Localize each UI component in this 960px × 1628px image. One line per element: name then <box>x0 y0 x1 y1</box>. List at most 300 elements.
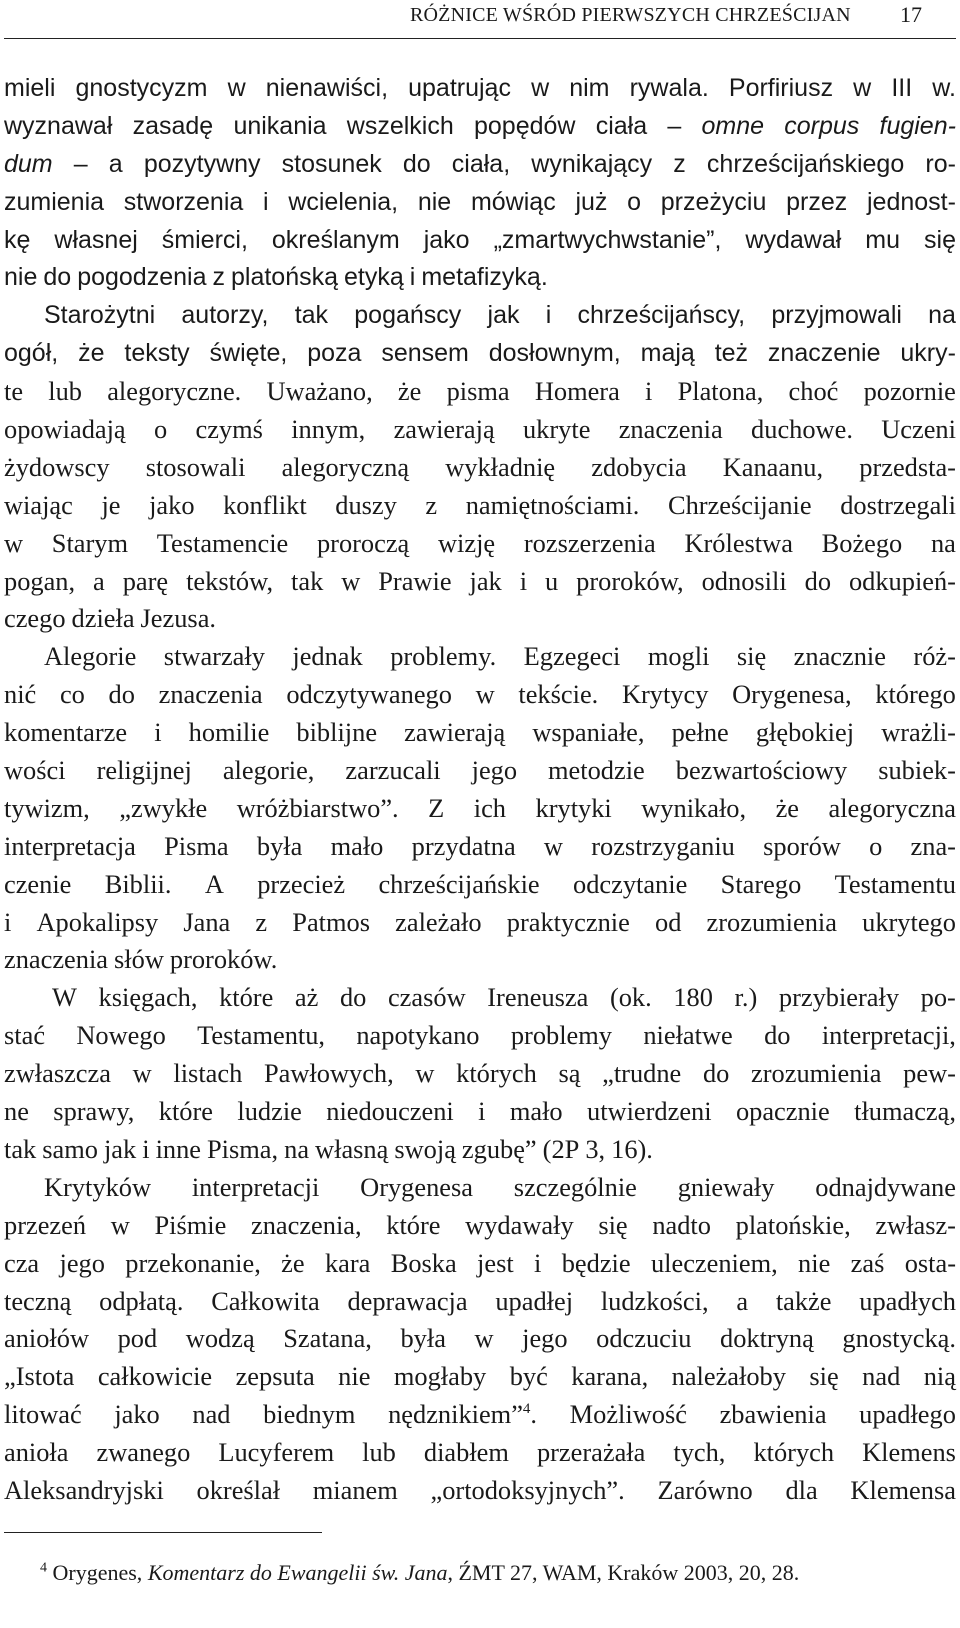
word: karana, <box>571 1361 649 1392</box>
word: rozstrzyganiu <box>591 830 735 861</box>
text-line <box>4 108 956 146</box>
word: Pawłowych, <box>263 1058 394 1089</box>
word: nędznikiem”$^4$. <box>388 1399 538 1430</box>
word: jednost- <box>866 187 956 216</box>
word: chrześcijańscy, <box>577 301 746 330</box>
word: ro- <box>925 149 956 178</box>
word: dostrzegali <box>840 489 956 520</box>
word: z <box>673 149 686 178</box>
word: ne <box>4 1096 29 1127</box>
word: Uczeni <box>881 414 956 445</box>
word: całkowicie <box>97 1361 213 1392</box>
word: czenie <box>4 868 72 899</box>
text-line <box>4 1283 956 1321</box>
word: teczną <box>4 1285 72 1316</box>
text-line <box>4 828 956 866</box>
word: mieli <box>4 74 56 102</box>
word: jego <box>522 1323 568 1354</box>
word: nie <box>417 187 452 216</box>
word: zawierają <box>393 414 495 445</box>
word: na <box>930 527 956 558</box>
word: komentarze <box>4 717 128 748</box>
word: zdobycia <box>591 451 687 482</box>
word: ciała <box>595 111 648 140</box>
word: „zmartwychwstanie”, <box>493 225 722 254</box>
word: w <box>531 74 550 102</box>
word: niedouczeni <box>326 1096 454 1127</box>
word: odkupień- <box>848 565 956 596</box>
word: opacznie <box>735 1096 830 1127</box>
word: i <box>645 376 653 407</box>
word: Klemensa <box>850 1474 956 1505</box>
word: tak <box>291 565 324 596</box>
word: o <box>869 830 883 861</box>
word: przyjmowali <box>771 301 902 330</box>
word: Orygenesa, <box>732 679 852 710</box>
word: Lucyferem <box>218 1437 335 1468</box>
word: po- <box>920 982 956 1013</box>
word: żydowscy <box>4 451 110 482</box>
text-line <box>4 1169 956 1207</box>
text-line <box>4 1358 956 1396</box>
word: zbawienia <box>719 1399 827 1430</box>
text-line <box>4 146 956 184</box>
word: na <box>284 1133 310 1164</box>
word: Homera <box>534 376 620 407</box>
word: czymś <box>195 414 263 445</box>
word: Starożytni <box>44 301 156 330</box>
word: była <box>256 830 303 861</box>
word: znaczenia <box>158 679 263 710</box>
word: ukryte <box>522 414 591 445</box>
word: które <box>219 982 274 1013</box>
word: jest <box>477 1247 514 1278</box>
text-line <box>4 600 956 638</box>
word: Piśmie <box>154 1209 227 1240</box>
text-line <box>4 1434 956 1472</box>
word: listach <box>173 1058 243 1089</box>
word: róż- <box>913 641 956 672</box>
word: metodzie <box>548 755 645 786</box>
word: znaczenia <box>4 944 109 975</box>
footnote-title: Komentarz do Ewangelii św. Jana <box>147 1560 448 1585</box>
word: ich <box>473 792 507 823</box>
word: zrozumienia <box>706 906 837 937</box>
word: także <box>775 1285 832 1316</box>
text-line <box>4 411 956 449</box>
word: opowiadają <box>4 414 126 445</box>
word: odnosili <box>701 565 787 596</box>
word: którego <box>875 679 956 710</box>
word: ogół, <box>4 339 59 368</box>
text-line <box>4 866 956 904</box>
word: że <box>78 339 105 368</box>
word: biednym <box>263 1399 356 1430</box>
word: Z <box>428 792 445 823</box>
word: litować <box>4 1399 82 1430</box>
word: gniewały <box>677 1171 775 1202</box>
word: wości <box>4 755 66 786</box>
word: zwłaszcza <box>4 1058 111 1089</box>
word: Pisma, <box>207 1133 279 1164</box>
text-line <box>4 184 956 222</box>
word: sporów <box>763 830 841 861</box>
word: pod <box>117 1323 158 1354</box>
word: poza <box>307 339 362 368</box>
word: „zwykłe <box>119 792 208 823</box>
word: jak <box>103 1133 137 1164</box>
text-line <box>4 941 956 979</box>
text-line <box>4 1245 956 1283</box>
word: o <box>627 187 642 216</box>
word: mu <box>865 225 901 254</box>
word: pozytywny <box>143 149 261 178</box>
word: nią <box>923 1361 956 1392</box>
word: własną <box>315 1133 389 1164</box>
word: alegoryczne. <box>107 376 242 407</box>
text-line <box>4 1017 956 1055</box>
word: i <box>154 717 162 748</box>
word: i <box>142 1133 150 1164</box>
word: niełatwe <box>643 1020 733 1051</box>
word: fugien- <box>879 111 956 140</box>
word: nad <box>862 1361 901 1392</box>
text-line <box>4 714 956 752</box>
word: stworzenia <box>123 187 244 216</box>
word: głębokiej <box>755 717 855 748</box>
word: od <box>655 906 682 937</box>
word: Alegorie <box>44 641 137 672</box>
word: upatrując <box>408 74 511 102</box>
word: Pisma <box>164 830 229 861</box>
word: tych, <box>673 1437 726 1468</box>
word: mało <box>330 830 384 861</box>
word: swoją <box>394 1133 456 1164</box>
word: należałoby <box>671 1361 786 1392</box>
word: z <box>255 906 268 937</box>
word: szczególnie <box>513 1171 637 1202</box>
word: stosowali <box>145 451 246 482</box>
word: zrozumienia <box>751 1058 882 1089</box>
word: tekście. <box>518 679 599 710</box>
word: w <box>4 527 24 558</box>
word: Starego <box>720 868 802 899</box>
word: wydawał <box>745 225 842 254</box>
word: interpretacji, <box>821 1020 956 1051</box>
word: gnostycką. <box>842 1323 956 1354</box>
word: odnajdywane <box>815 1171 956 1202</box>
word: śmierci, <box>161 225 248 254</box>
word: gnostycyzm <box>75 74 208 102</box>
word: samo <box>42 1133 98 1164</box>
text-line <box>4 335 956 373</box>
word: mianem <box>312 1474 398 1505</box>
word: określał <box>196 1474 281 1505</box>
word: osta- <box>904 1247 956 1278</box>
word: Jana <box>183 906 231 937</box>
word: wydawały <box>465 1209 574 1240</box>
word: je <box>101 489 121 520</box>
word: zwanego <box>96 1437 191 1468</box>
word: zależało <box>395 906 482 937</box>
text-line <box>4 752 956 790</box>
word: diabłem <box>423 1437 509 1468</box>
word: co <box>59 679 85 710</box>
word: stać <box>4 1020 46 1051</box>
word: „ortodoksyjnych”. <box>430 1474 625 1505</box>
word: z <box>425 489 438 520</box>
word: bezwartościowy <box>675 755 848 786</box>
word: homilie <box>188 717 270 748</box>
word: znaczenia <box>618 414 723 445</box>
word: jednak <box>292 641 363 672</box>
word: wynikający <box>531 149 653 178</box>
word: lub <box>362 1437 396 1468</box>
word: nie <box>338 1361 371 1392</box>
word: chrześcijańskiego <box>706 149 905 178</box>
word: A <box>204 868 224 899</box>
word: ludzie <box>237 1096 302 1127</box>
word: że <box>281 1247 305 1278</box>
word: Kanaanu, <box>722 451 824 482</box>
word: autorzy, <box>181 301 269 330</box>
word: Orygenesa <box>360 1171 473 1202</box>
word: – <box>667 111 682 140</box>
word: religijnej <box>96 755 192 786</box>
word: alegorie, <box>222 755 315 786</box>
word: chrześcijańskie <box>378 868 540 899</box>
word: w <box>475 679 495 710</box>
word: uleczeniem, <box>650 1247 778 1278</box>
text-line <box>4 1131 956 1169</box>
word: mogli <box>647 641 710 672</box>
word: nad <box>192 1399 231 1430</box>
word: zumienia <box>4 187 105 216</box>
word: znaczenia, <box>250 1209 362 1240</box>
page-header <box>0 0 960 60</box>
word: proroków, <box>576 565 684 596</box>
word: (ok. <box>609 982 652 1013</box>
word: (2P <box>542 1133 580 1164</box>
word: się <box>736 641 767 672</box>
word: mogłaby <box>393 1361 487 1392</box>
word: doktryną <box>720 1323 814 1354</box>
word: zawierają <box>404 717 506 748</box>
word: się <box>924 225 956 254</box>
word: biblijne <box>296 717 378 748</box>
word: w <box>110 1209 130 1240</box>
word: i <box>409 263 416 292</box>
word: alegoryczna <box>828 792 956 823</box>
word: unikania <box>233 111 327 140</box>
footnote-marker: 4 <box>40 1560 47 1576</box>
word: nadto <box>652 1209 711 1240</box>
word: a <box>736 1285 749 1316</box>
word: na <box>928 301 956 330</box>
word: nim <box>569 74 610 102</box>
word: krytyki <box>535 792 612 823</box>
word: do <box>402 149 431 178</box>
word: i <box>534 1247 542 1278</box>
word: Królestwa <box>684 527 793 558</box>
word: do <box>43 263 72 292</box>
word: Uważano, <box>266 376 373 407</box>
word: napotykano <box>356 1020 480 1051</box>
word: Ireneusza <box>487 982 589 1013</box>
word: do <box>804 565 832 596</box>
word: własnej <box>54 225 138 254</box>
word: Porfiriusz <box>728 74 834 102</box>
word: wodzą <box>185 1323 255 1354</box>
word: inne <box>155 1133 201 1164</box>
word: w <box>132 1058 152 1089</box>
word: przezeń <box>4 1209 87 1240</box>
word: jako <box>423 225 470 254</box>
word: w <box>341 565 361 596</box>
word: w <box>543 830 563 861</box>
word: Bożego <box>821 527 903 558</box>
word: przecież <box>257 868 346 899</box>
text-line <box>4 904 956 942</box>
word: proroczą <box>316 527 410 558</box>
word: rozszerzenia <box>523 527 656 558</box>
word: corpus <box>784 111 860 140</box>
footnote-rule <box>4 1532 322 1533</box>
word: wizję <box>438 527 496 558</box>
word: które <box>158 1096 214 1127</box>
word: 180 <box>673 982 713 1013</box>
word: kę <box>4 225 31 254</box>
word: mówiąc <box>470 187 556 216</box>
word: jak <box>469 565 502 596</box>
word: sensem <box>381 339 469 368</box>
text-line <box>4 638 956 676</box>
word: alegoryczną <box>281 451 410 482</box>
footnote-ref: 4 <box>522 1401 531 1418</box>
word: mają <box>640 339 695 368</box>
word: w. <box>932 74 956 102</box>
word: upadłej <box>495 1285 574 1316</box>
word: tak <box>4 1133 37 1164</box>
word: rywala. <box>629 74 709 102</box>
word: jego <box>471 755 518 786</box>
word: o <box>153 414 168 445</box>
word: przerażała <box>536 1437 646 1468</box>
text-line <box>4 790 956 828</box>
word: księgach, <box>98 982 198 1013</box>
word: i <box>478 1096 486 1127</box>
word: wykładnię <box>445 451 556 482</box>
word: platońską <box>230 263 339 292</box>
word: wrażli- <box>881 717 956 748</box>
word: słów <box>114 944 164 975</box>
word: do <box>339 982 367 1013</box>
word: interpretacji <box>191 1171 320 1202</box>
word: wszelkich <box>346 111 454 140</box>
word: zwłasz- <box>875 1209 956 1240</box>
word: problemy. <box>390 641 497 672</box>
word: aniołów <box>4 1323 90 1354</box>
word: Prawie <box>378 565 452 596</box>
word: Jezusa. <box>140 603 217 634</box>
word: odczytanie <box>573 868 688 899</box>
word: i <box>519 565 528 596</box>
word: nić <box>4 679 37 710</box>
word: przydatna <box>411 830 516 861</box>
word: też <box>714 339 749 368</box>
word: interpretacja <box>4 830 136 861</box>
word: pew- <box>903 1058 956 1089</box>
text-line <box>4 1093 956 1131</box>
word: wiając <box>4 489 73 520</box>
word: do <box>764 1020 791 1051</box>
text-line <box>4 1207 956 1245</box>
text-line <box>4 297 956 335</box>
word: w <box>415 1058 435 1089</box>
word: deprawacja <box>347 1285 468 1316</box>
word: a <box>108 149 123 178</box>
word: nie <box>4 263 38 292</box>
word: wróżbiarstwo”. <box>236 792 399 823</box>
text-line <box>4 525 956 563</box>
text-line <box>4 1055 956 1093</box>
word: znaczenie <box>767 339 881 368</box>
word: do <box>702 1058 730 1089</box>
word: w <box>227 74 246 102</box>
word: dla <box>785 1474 818 1505</box>
text-line <box>4 70 956 108</box>
word: upadłych <box>859 1285 956 1316</box>
word: i <box>545 301 552 330</box>
word: – <box>73 149 88 178</box>
word: W <box>52 982 77 1013</box>
word: ludzkości, <box>600 1285 709 1316</box>
word: Chrześcijanie <box>667 489 812 520</box>
word: tywizm, <box>4 792 90 823</box>
word: już <box>575 187 608 216</box>
word: w <box>474 1323 494 1354</box>
word: cza <box>4 1247 40 1278</box>
word: Zarówno <box>657 1474 753 1505</box>
word: mało <box>509 1096 563 1127</box>
word: Starym <box>51 527 129 558</box>
word: się <box>598 1209 628 1240</box>
word: III <box>891 74 913 102</box>
word: „Istota <box>4 1361 75 1392</box>
word: nienawiści, <box>265 74 389 102</box>
word: do <box>108 679 135 710</box>
word: tak <box>294 301 329 330</box>
word: w <box>853 74 872 102</box>
word: jako <box>114 1399 160 1430</box>
word: 3, <box>585 1133 606 1164</box>
word: proroków. <box>169 944 278 975</box>
word: 16). <box>611 1133 653 1164</box>
word: będzie <box>561 1247 631 1278</box>
word: u <box>545 565 559 596</box>
header-rule <box>4 38 956 39</box>
word: Krytyków <box>44 1171 152 1202</box>
word: Całkowita <box>211 1285 320 1316</box>
word: teksty <box>124 339 190 368</box>
footnote-post: , ŹMT 27, WAM, Kraków 2003, 20, 28. <box>447 1560 800 1585</box>
word: ukrytego <box>862 906 956 937</box>
word: duchowe. <box>751 414 853 445</box>
word: „trudne <box>602 1058 682 1089</box>
text-line <box>4 979 956 1017</box>
word: Apokalipsy <box>36 906 159 937</box>
word: przedsta- <box>859 451 956 482</box>
